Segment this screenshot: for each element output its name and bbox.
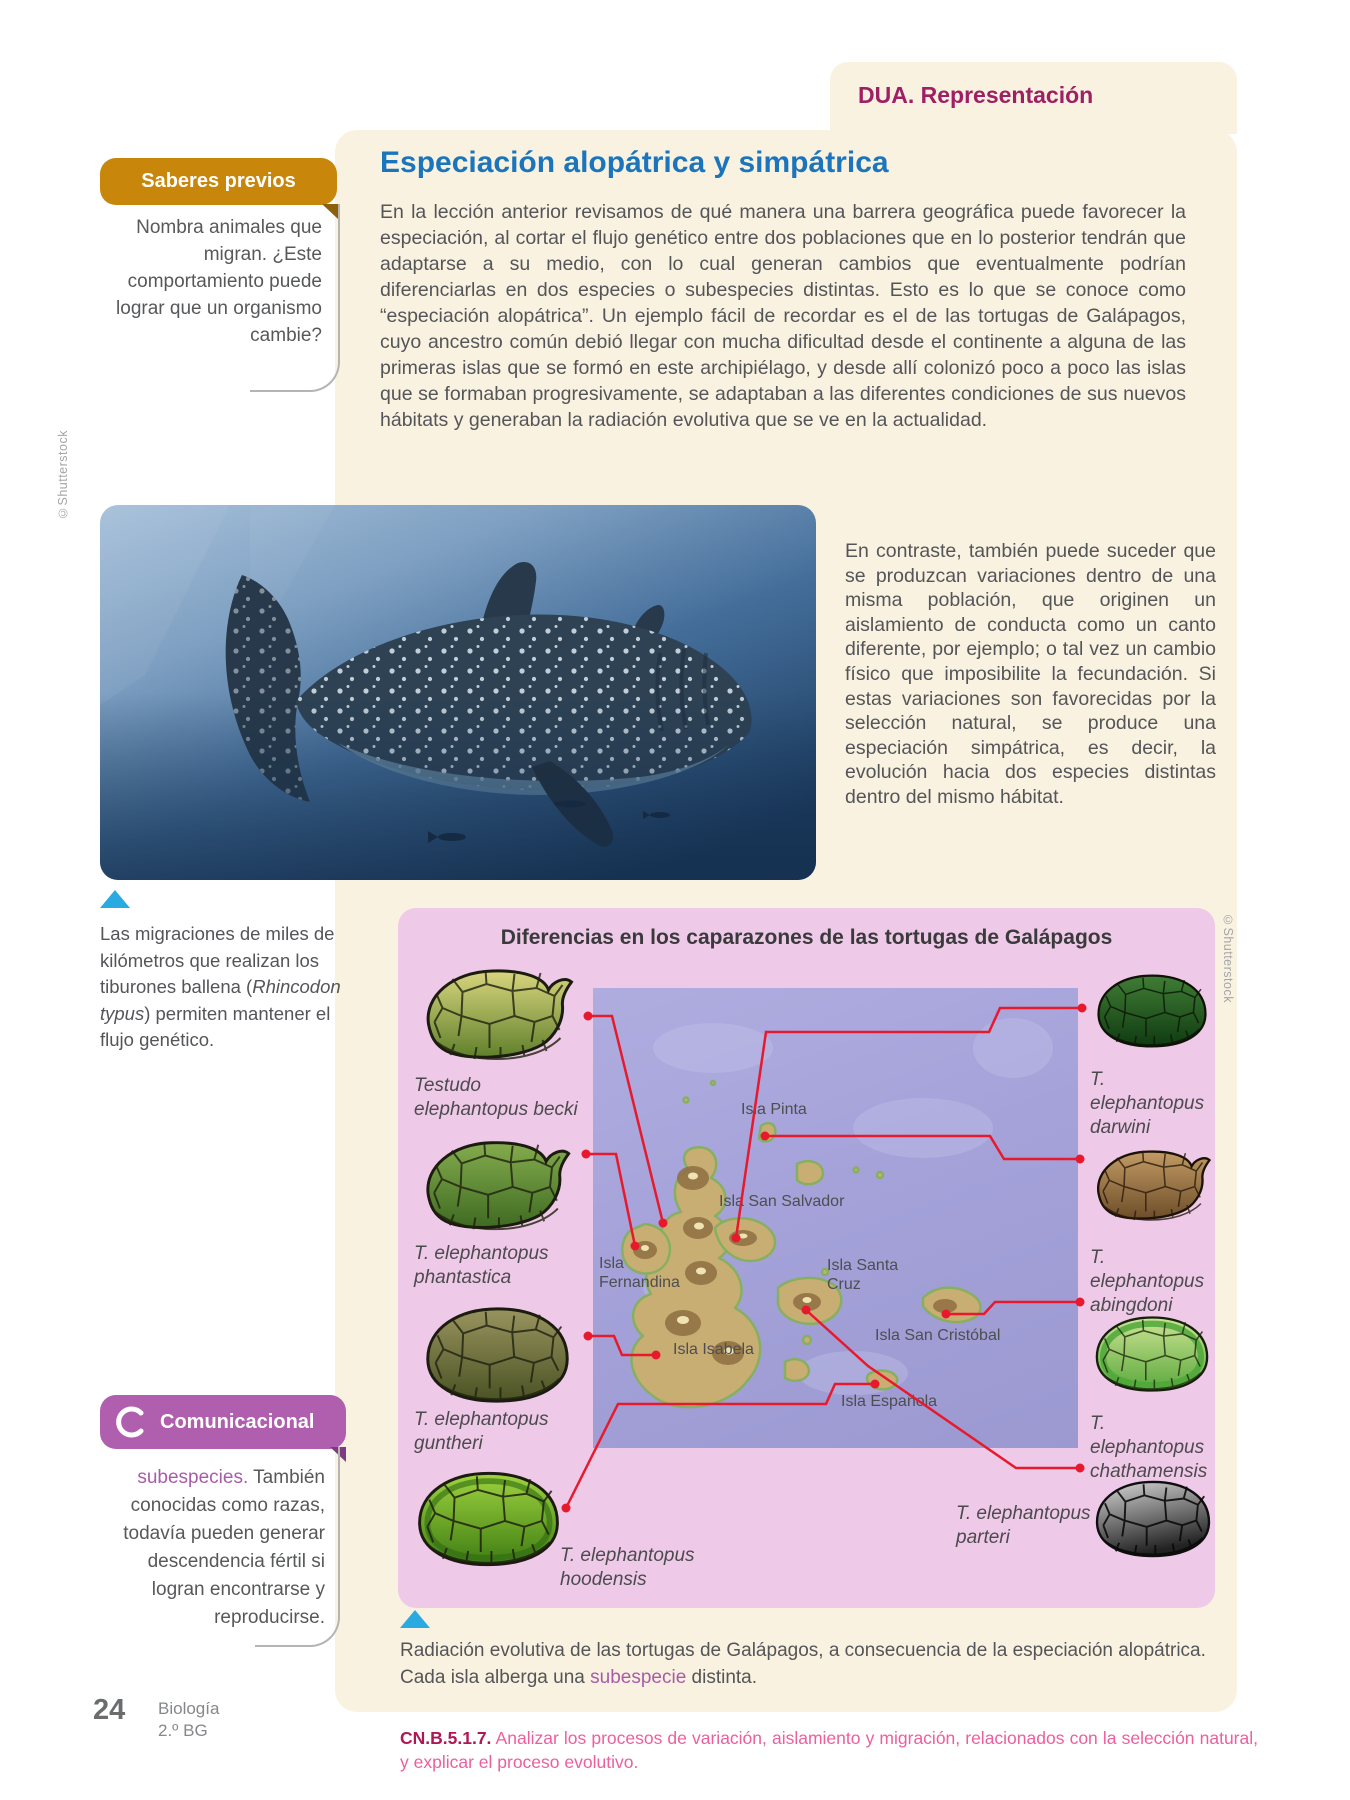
turtle-label-darwini: T. elephantopus darwini: [1090, 1069, 1205, 1138]
turtle-shell-becki: [410, 958, 585, 1070]
island-label-espanola: Isla Española: [841, 1393, 938, 1410]
comunicacional-term: subespecies.: [137, 1467, 249, 1488]
turtle-shell-hoodensis: [406, 1464, 571, 1574]
lesson-paragraph-2: En contraste, también puede suceder que se produzcan variaciones dentro de una misma población, que originen un aislamiento de conducta como un canto diferente, por ejemplo; o tal vez un cambio físico que imposibilite la fecundación. Si estas variaciones son favorecidas por la selección natural, se produce una especiación simpátrica, es decir, la evolución hacia dos especies distintas dentro del mismo hábitat.: [845, 540, 1216, 808]
page-number: 24: [93, 1694, 126, 1726]
dua-label: DUA.: [858, 82, 915, 108]
turtle-label-chathamensis: T. elephantopus chathamensis: [1090, 1413, 1208, 1482]
standard-text: Analizar los procesos de variación, aislamiento y migración, relacionados con la selección natural, y explicar el proceso evolutivo.: [400, 1728, 1258, 1772]
book-subject: [158, 1698, 219, 1742]
photo-credit: ©Shutterstock: [56, 430, 70, 520]
diagram-caption: [400, 1637, 1212, 1691]
island-label-san-cristobal: Isla San Cristóbal: [875, 1327, 1001, 1344]
photo-caption-end: ) permiten mantener el flujo genético.: [100, 1002, 331, 1050]
island-label-pinta: Isla Pinta: [741, 1101, 807, 1118]
comunicacional-label: Comunicacional: [160, 1410, 315, 1433]
diagram-caption-end: distinta.: [686, 1667, 758, 1688]
comunicacional-definition: También conocidas como razas, todavía pueden generar descendencia fértil si logran encontrarse y reproducirse.: [123, 1467, 325, 1628]
page-title: Especiación alopátrica y simpátrica: [380, 146, 889, 179]
turtle-label-parteri: T. elephantopus parteri: [956, 1503, 1091, 1548]
dua-title: Representación: [920, 82, 1094, 108]
standard-code: CN.B.5.1.7.: [400, 1728, 492, 1748]
diagram-caption-text: Radiación evolutiva de las tortugas de Galápagos, a consecuencia de la especiación alopátrica. Cada isla alberga una: [400, 1640, 1206, 1688]
turtle-label-phantastica: T. elephantopus phantastica: [414, 1243, 549, 1288]
photo-caption-text: Las migraciones de miles de kilómetros que realizan los tiburones ballena (: [100, 923, 335, 997]
whale-shark-illustration: [100, 505, 816, 880]
whale-shark-photo: [100, 505, 816, 880]
lesson-paragraph-1: En la lección anterior revisamos de qué manera una barrera geográfica puede favorecer la especiación, al cortar el flujo genético entre dos poblaciones que en lo posterior tendrán que adaptarse a su medio, con lo cual generan cambios que eventualmente podrían diferenciarlas en dos especies o subespecies distintas. Esto es lo que se conoce como “especiación alopátrica”. Un ejemplo fácil de recordar es el de las tortugas de Galápagos, cuyo ancestro común debió llegar con mucha dificultad desde el continente a alguna de las primeras islas que se formó en este archipiélago, y desde allí colonizó poco a poco las islas que se formaban progresivamente, se adaptaban a las diferentes condiciones de sus nuevos hábitats y generaban la radiación evolutiva que se ve en la actualidad.: [380, 201, 1186, 431]
island-label-isabela: Isla Isabela: [673, 1341, 754, 1358]
island-label-santa-cruz: Isla Santa Cruz: [827, 1257, 899, 1293]
saberes-question: Nombra animales que migran. ¿Este comportamiento puede lograr que un organismo cambie?: [116, 217, 322, 346]
subject-name: Biología: [158, 1699, 220, 1718]
galapagos-map: [593, 988, 1078, 1448]
saberes-previos-box: [100, 158, 337, 205]
dua-heading: [858, 82, 1093, 109]
photo-caption: [100, 921, 356, 1054]
species-name-italic: Rhincodon typus: [100, 976, 341, 1024]
saberes-bubble-border: [250, 204, 340, 392]
turtle-diagram-panel: [398, 908, 1215, 1608]
island-label-fernandina: Isla Fernandina: [599, 1255, 680, 1291]
comunicacional-box: [100, 1395, 346, 1449]
turtle-label-hoodensis: T. elephantopus hoodensis: [560, 1545, 695, 1590]
turtle-shell-darwini: [1088, 956, 1216, 1066]
caption-marker-triangle: [100, 890, 130, 908]
galapagos-islands: [593, 988, 1078, 1448]
grade-level: 2.º BG: [158, 1721, 208, 1740]
turtle-shell-abingdoni: [1086, 1126, 1218, 1244]
turtle-shell-phantastica: [410, 1130, 582, 1240]
comunicacional-bubble-border: [255, 1447, 340, 1647]
curriculum-standard: [400, 1726, 1258, 1774]
saberes-previos-label: Saberes previos: [141, 170, 296, 192]
turtle-label-abingdoni: T. elephantopus abingdoni: [1090, 1247, 1205, 1316]
turtle-label-becki: Testudo elephantopus becki: [414, 1075, 578, 1120]
island-label-san-salvador: Isla San Salvador: [719, 1193, 845, 1210]
diagram-credit: ©Shutterstock: [1221, 913, 1235, 1003]
diagram-caption-term: subespecie: [590, 1667, 687, 1688]
dua-tab: [830, 62, 1237, 134]
diagram-caption-triangle: [400, 1610, 430, 1628]
turtle-label-guntheri: T. elephantopus guntheri: [414, 1409, 549, 1454]
diagram-title: Diferencias en los caparazones de las tortugas de Galápagos: [500, 926, 1113, 949]
comunicacional-c-icon: [114, 1404, 150, 1440]
turtle-shell-guntheri: [410, 1300, 585, 1410]
